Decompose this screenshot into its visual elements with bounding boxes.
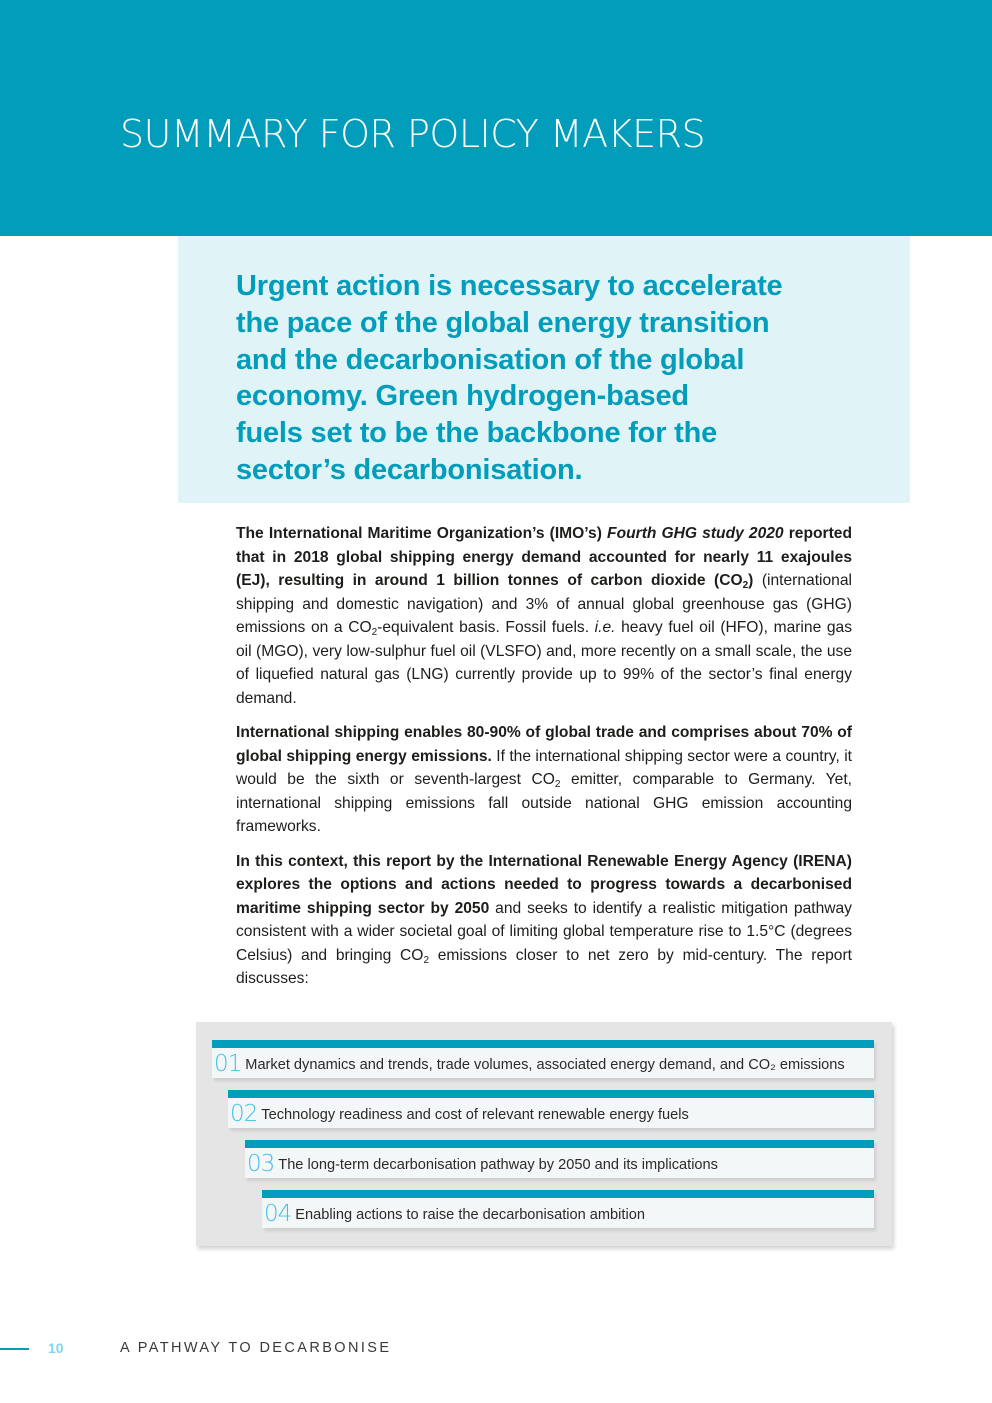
callout-line: Urgent action is necessary to accelerate	[236, 270, 783, 302]
topic-row	[214, 1052, 874, 1076]
topic-row	[264, 1202, 874, 1226]
callout-line: and the decarbonisation of the global	[236, 343, 745, 376]
topic-item	[245, 1140, 874, 1178]
bold-text: In this context, this report by the International Renewable Energy Agency (IRENA) explores the options and actions needed to progress towards a decarbonised maritime shipping sector by 2050	[236, 852, 852, 917]
text: heavy fuel oil (HFO), marine gas oil (MGO), very low-sulphur fuel oil (VLSFO) and, more recently on a small scale, the use of liquefied natural gas (LNG) currently provide up to 99% of the sector’s final energy demand.	[236, 619, 853, 707]
topic-row	[247, 1152, 874, 1176]
topic-row	[230, 1102, 874, 1126]
callout-line: the pace of the global energy transition	[236, 306, 770, 339]
callout-line: sector’s decarbonisation.	[236, 453, 583, 486]
body-text	[236, 522, 852, 1002]
bold-text: reported that in 2018 global shipping energy demand accounted for nearly 11 exajoules (EJ), resulting in around 1 billion tonnes of carbon dioxide (CO	[236, 525, 852, 589]
callout-line: economy. Green hydrogen-based	[236, 380, 689, 413]
topic-bar	[228, 1090, 874, 1098]
key-message-callout	[178, 236, 910, 503]
text: emissions closer to net zero by mid-century. The report discusses:	[236, 946, 853, 987]
topic-label: Technology readiness and cost of relevant renewable energy fuels	[261, 1107, 689, 1123]
bold-text: The International Maritime Organization’s (IMO’s)	[236, 525, 608, 542]
running-title: A PATHWAY TO DECARBONISE	[120, 1340, 392, 1356]
italic-text: i.e.	[594, 619, 616, 636]
topic-item	[228, 1090, 874, 1128]
topic-label: The long-term decarbonisation pathway by 2050 and its implications	[278, 1157, 718, 1173]
page-title: SUMMARY FOR POLICY MAKERS	[120, 112, 706, 156]
bold-text: International shipping enables 80-90% of global trade and comprises about 70% of global shipping energy emissions.	[236, 724, 852, 765]
subscript: 2	[742, 580, 749, 591]
bold-text: )	[748, 572, 754, 589]
subscript: 2	[554, 779, 561, 790]
topic-number: 04	[264, 1201, 292, 1227]
callout-line: fuels set to be the backbone for the	[236, 417, 718, 450]
topic-bar	[212, 1040, 874, 1048]
topic-number: 03	[247, 1151, 275, 1177]
paragraph-imo-study	[236, 522, 852, 710]
paragraph-international-shipping	[236, 721, 852, 839]
topic-bar	[245, 1140, 874, 1148]
text: -equivalent basis. Fossil fuels.	[377, 619, 595, 636]
key-message-text	[236, 268, 876, 489]
text: (international shipping and domestic navigation) and 3% of annual global greenhouse gas (GHG) emissions on a CO	[236, 572, 852, 636]
topic-bar	[262, 1190, 874, 1198]
text: emitter, comparable to Germany. Yet, international shipping emissions fall outside national GHG emission accounting frameworks.	[236, 771, 852, 835]
topic-label: Enabling actions to raise the decarbonisation ambition	[295, 1207, 645, 1223]
report-topics-box	[196, 1022, 892, 1246]
header-band	[0, 0, 992, 236]
subscript: 2	[423, 954, 429, 966]
topic-number: 01	[214, 1051, 242, 1077]
subscript: 2	[371, 627, 378, 638]
topic-number: 02	[230, 1101, 258, 1127]
topic-item	[262, 1190, 874, 1228]
footer-rule	[0, 1348, 29, 1350]
paragraph-irena-report	[236, 850, 852, 991]
topic-label: Market dynamics and trends, trade volumes, associated energy demand, and CO₂ emissions	[245, 1057, 845, 1073]
text: and seeks to identify a realistic mitigation pathway consistent with a wider societal goal of limiting global temperature rise to 1.5°C (degrees Celsius) and bringing CO	[236, 899, 852, 964]
page-number: 10	[48, 1340, 64, 1356]
text: If the international shipping sector were a country, it would be the sixth or seventh-largest CO	[236, 747, 852, 788]
topic-item	[212, 1040, 874, 1078]
study-title: Fourth GHG study 2020	[607, 525, 784, 542]
